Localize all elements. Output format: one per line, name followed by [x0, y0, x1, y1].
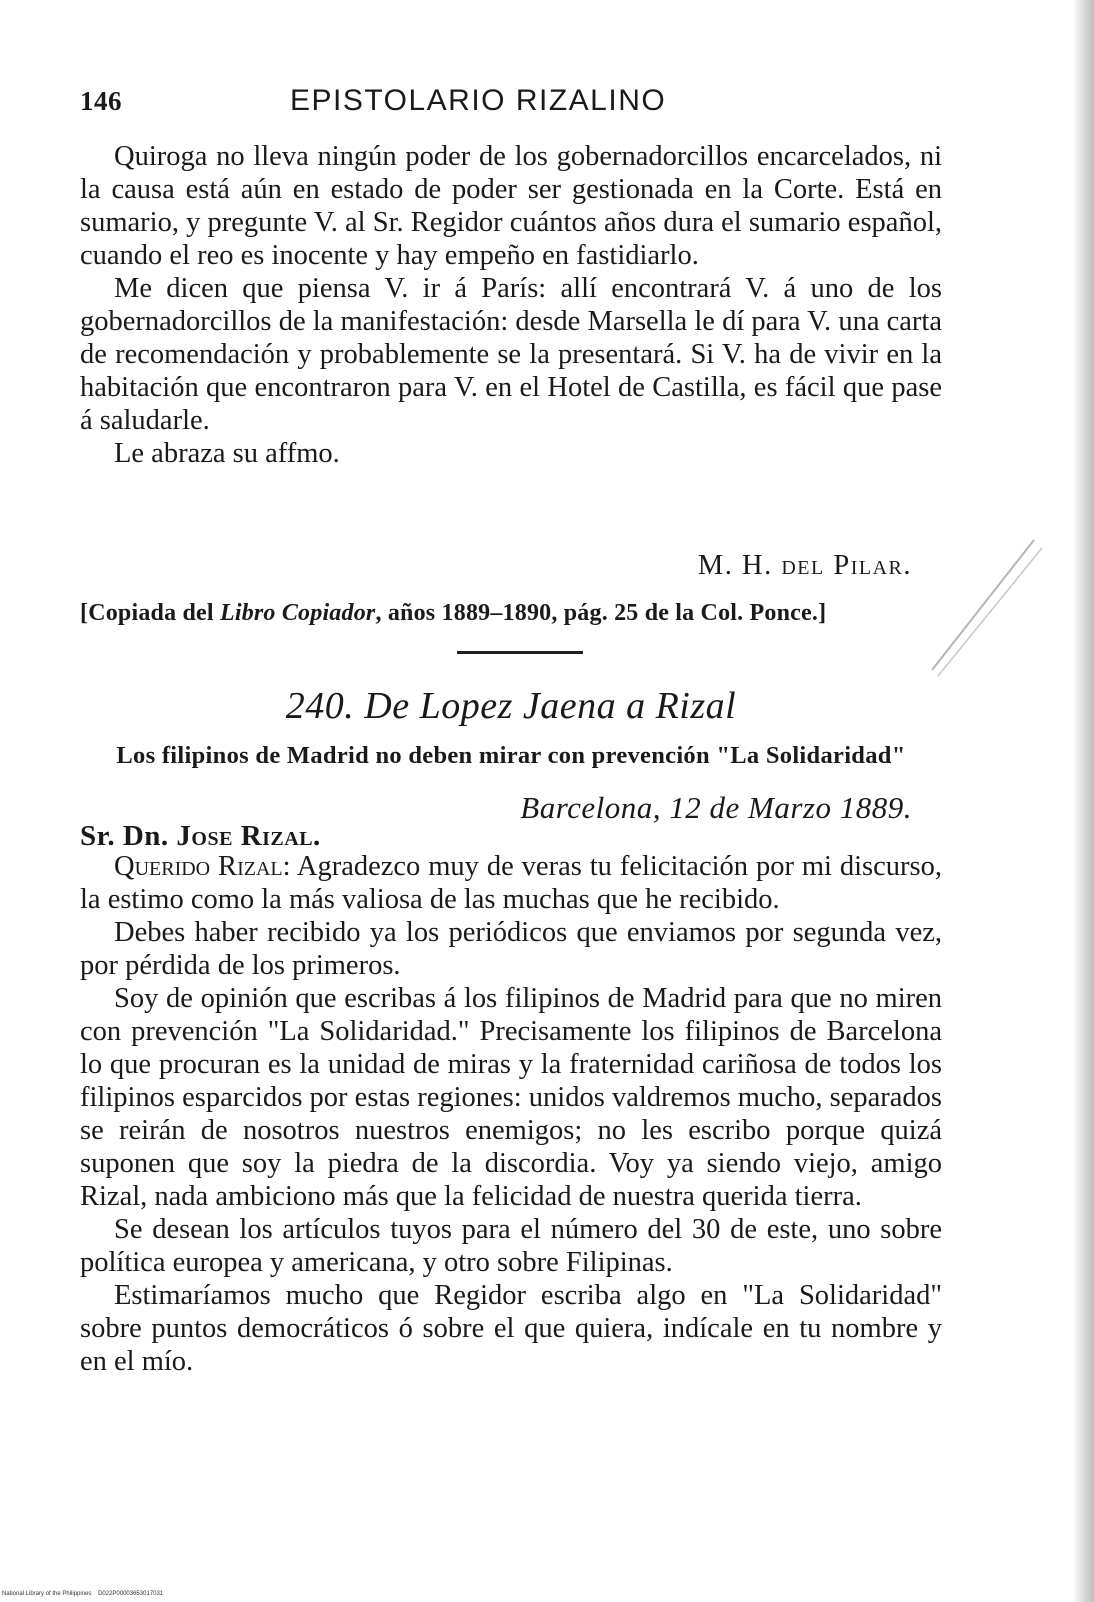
paragraph: Soy de opinión que escribas á los filipinos de Madrid para que no miren con prevención "La Solidaridad." Precisamente los filipinos de Barcelona lo que procuran es la unidad de miras y la fraternidad cariñosa de todos los filipinos esparcidos por estas regiones: unidos valdremos mucho, separados se reirán de nosotros nuestros enemigos; no les escribo porque quizá suponen que soy la piedra de la discordia. Voy ya siendo viejo, amigo Rizal, nada ambiciono más que la felicidad de nuestra querida tierra.	[80, 983, 942, 1212]
source-suffix: , años 1889–1890, pág. 25 de la Col. Ponce.]	[375, 600, 827, 626]
section-divider	[457, 651, 583, 654]
paragraph-text: Agradezco muy de veras tu felicitación por mi discurso, la estimo como la más valiosa de las muchas que he recibido.	[80, 851, 943, 915]
paragraph: Me dicen que piensa V. ir á París: allí encontrará V. á uno de los gobernadorcillos de la manifestación: desde Marsella le dí para V. una carta de recomendación y probablemente se la presentará. Si V. ha de vivir en la habitación que encontraron para V. en el Hotel de Castilla, es fácil que pase á saludarle.	[80, 273, 942, 436]
source-note	[80, 600, 952, 627]
source-book: Libro Copiador	[219, 600, 376, 626]
paragraph: Se desean los artículos tuyos para el número del 30 de este, uno sobre política europea y americana, y otro sobre Filipinas.	[80, 1214, 942, 1278]
signature	[80, 550, 912, 582]
page-edge-shadow	[1072, 0, 1094, 1602]
letter-body	[80, 850, 942, 1378]
pencil-mark	[922, 530, 1062, 680]
letter-title: 240. De Lopez Jaena a Rizal	[285, 685, 737, 727]
paragraph: Quiroga no lleva ningún poder de los gobernadorcillos encarcelados, ni la causa está aún en estado de poder ser gestionada en la Corte. Está en sumario, y pregunte V. al Sr. Regidor cuántos años dura el sumario español, cuando el reo es inocente y hay empeño en fastidiarlo.	[80, 141, 942, 271]
addressee-name: Jose Rizal.	[176, 820, 321, 852]
previous-letter-body	[80, 140, 942, 470]
addressee	[80, 820, 321, 853]
page-header	[80, 84, 940, 124]
scan-id: D022P00003653017031	[98, 1591, 164, 1597]
running-title: EPISTOLARIO RIZALINO	[290, 84, 667, 117]
closing-line: Le abraza su affmo.	[114, 438, 340, 469]
letter-summary: Los filipinos de Madrid no deben mirar con prevención "La Solidaridad"	[116, 742, 906, 769]
paragraph	[80, 850, 942, 916]
source-prefix: [Copiada del	[80, 600, 214, 626]
addressee-prefix: Sr. Dn.	[80, 820, 169, 852]
place-date: Barcelona, 12 de Marzo 1889.	[520, 790, 912, 825]
signature-surname: del Pilar.	[781, 550, 912, 581]
salutation: Querido Rizal:	[114, 851, 291, 882]
signature-initials: M. H.	[697, 550, 773, 581]
paragraph: Estimaríamos mucho que Regidor escriba algo en "La Solidaridad" sobre puntos democráticos ó sobre el que quiera, indícale en tu nombre y en el mío.	[80, 1280, 942, 1377]
page-number: 146	[80, 86, 122, 116]
library-credit: National Library of the Philippines	[2, 1591, 92, 1597]
scan-footer	[2, 1591, 163, 1597]
paragraph: Debes haber recibido ya los periódicos que enviamos por segunda vez, por pérdida de los primeros.	[80, 917, 942, 981]
